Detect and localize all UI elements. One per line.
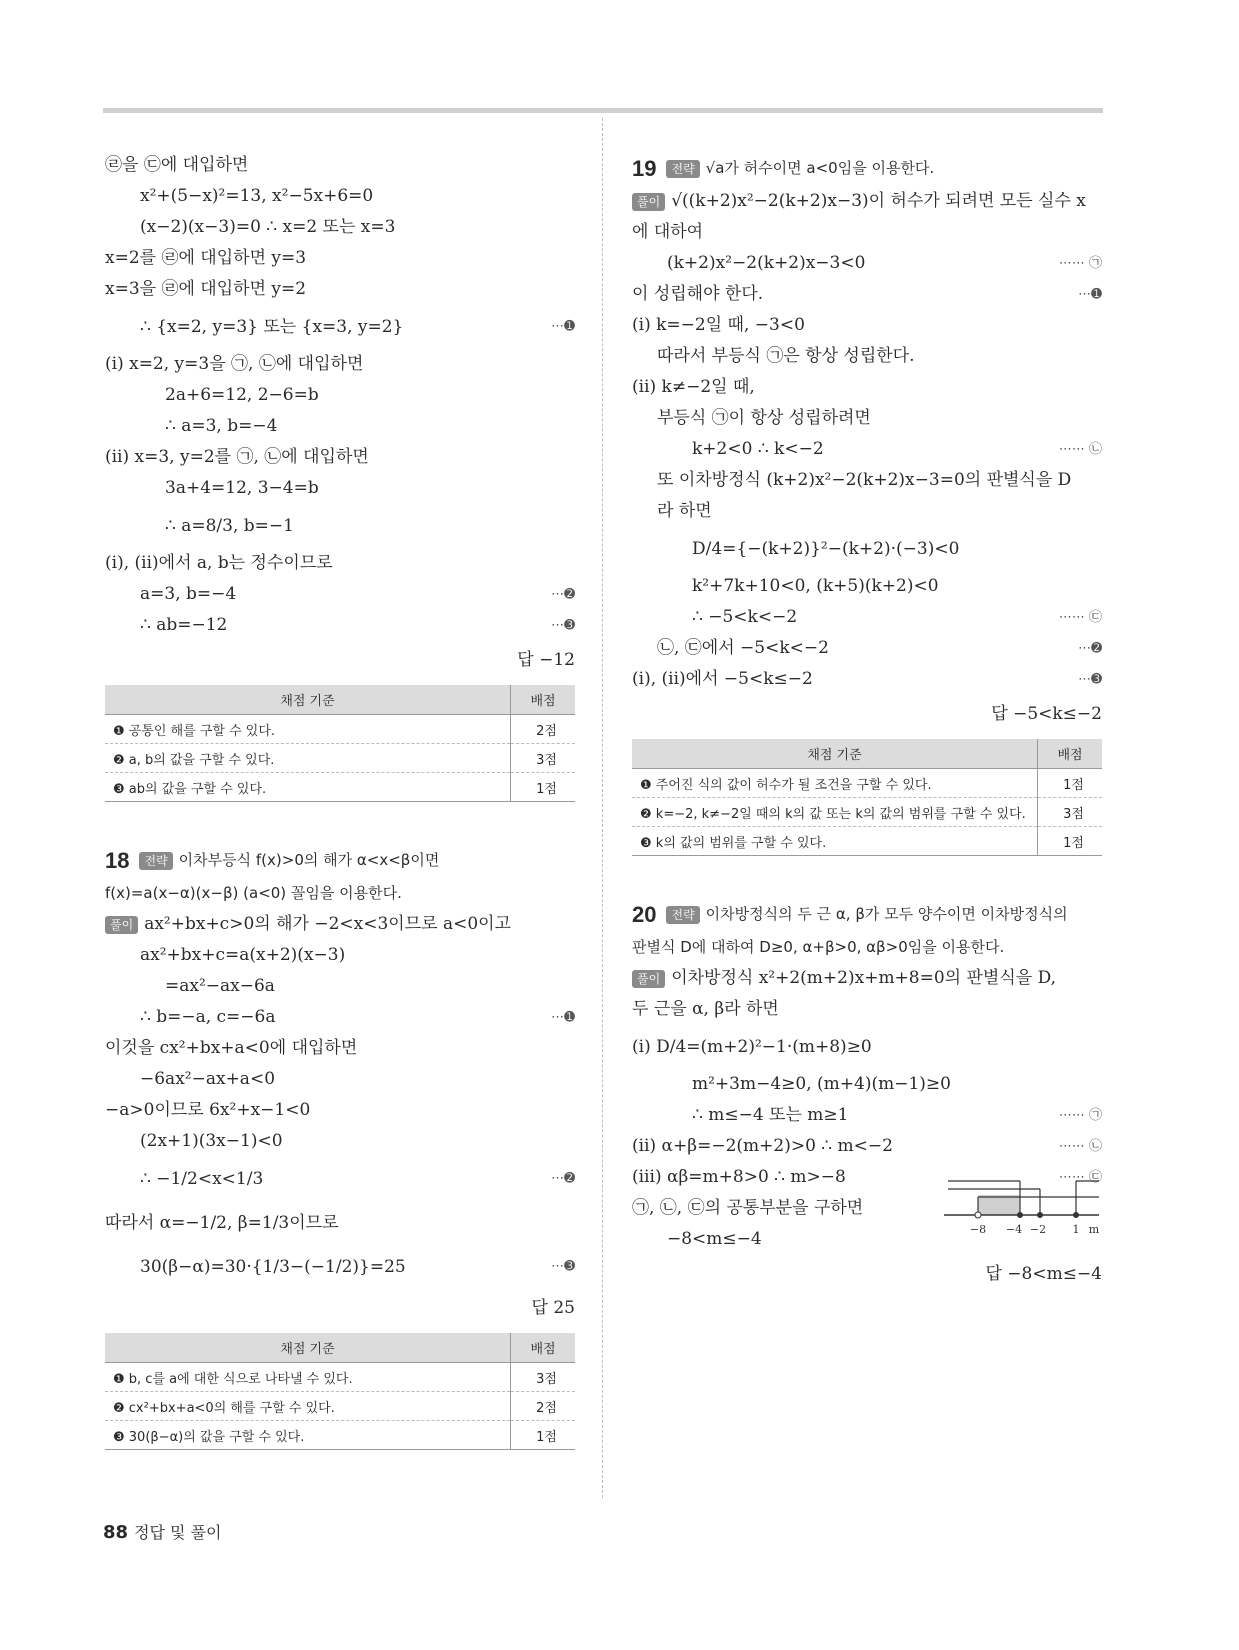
numline-label: −8 (969, 1223, 987, 1236)
solution-line (105, 212, 575, 243)
grading-criterion: ❸ ab의 값을 구할 수 있다. (105, 773, 511, 802)
solution-line (632, 527, 1102, 571)
solution-line (632, 341, 1102, 372)
solution-line (105, 243, 575, 274)
solution-tag: 풀이 (105, 916, 138, 934)
solution-line (632, 1069, 1102, 1100)
solution-line (105, 411, 575, 442)
grading-header: 채점 기준 (105, 685, 511, 715)
number-line-diagram (944, 1173, 1104, 1253)
numline-label: m (1088, 1223, 1100, 1236)
column-divider (602, 118, 603, 1498)
line-text: x=2를 ㉣에 대입하면 y=3 (105, 248, 307, 268)
numline-label: 1 (1072, 1223, 1080, 1236)
grading-table-1 (105, 685, 575, 802)
step-marker: ⋯⋯ ㉠ (1058, 1108, 1102, 1123)
solution-line (632, 186, 1102, 217)
open-point (975, 1212, 981, 1218)
grading-row (632, 769, 1102, 798)
strategy-text: √a가 허수이면 a<0임을 이용한다. (705, 159, 935, 177)
solution-line (105, 1157, 575, 1201)
step-marker: ⋯⋯ ㉠ (1058, 256, 1102, 271)
line-text: √((k+2)x²−2(k+2)x−3)이 허수가 되려면 모든 실수 x (671, 191, 1086, 211)
footer-label: 정답 및 풀이 (134, 1523, 222, 1542)
line-text: 3a+4=12, 3−4=b (165, 478, 319, 498)
strategy-tag: 전략 (666, 906, 699, 924)
solution-line (105, 1002, 575, 1033)
score-header: 배점 (511, 685, 576, 715)
line-text: (ⅰ), (ⅱ)에서 −5<k≤−2 (632, 669, 813, 689)
line-text: 2a+6=12, 2−6=b (165, 385, 319, 405)
line-text: k²+7k+10<0, (k+5)(k+2)<0 (692, 576, 939, 596)
right-column (632, 150, 1102, 1293)
line-text: 이 성립해야 한다. (632, 284, 764, 304)
problem-20-header (632, 896, 1102, 932)
problem-18-solution (105, 909, 575, 1289)
step-marker: ⋯➋ (1078, 641, 1102, 656)
problem-number: 20 (632, 901, 657, 927)
problem-18-header (105, 842, 575, 878)
line-text: −8<m≤−4 (667, 1229, 762, 1249)
solution-line (632, 496, 1102, 527)
line-text: =ax²−ax−6a (165, 976, 275, 996)
solution-line (632, 434, 1102, 465)
step-marker: ⋯➌ (1078, 672, 1102, 687)
line-text: 두 근을 α, β라 하면 (632, 999, 779, 1019)
solution-line (632, 248, 1102, 279)
solution-line (105, 1033, 575, 1064)
point (1037, 1212, 1043, 1218)
grading-criterion: ❶ 주어진 식의 값이 허수가 될 조건을 구할 수 있다. (632, 769, 1038, 798)
line-text: x²+(5−x)²=13, x²−5x+6=0 (140, 186, 374, 206)
line-text: (ⅱ) k≠−2일 때, (632, 377, 755, 397)
grading-header: 채점 기준 (632, 739, 1038, 769)
strategy-tag: 전략 (139, 852, 172, 870)
solution-line (105, 181, 575, 212)
grading-table-2 (105, 1333, 575, 1450)
grading-criterion: ❷ a, b의 값을 구할 수 있다. (105, 744, 511, 773)
point (1073, 1212, 1079, 1218)
line-text: ㉠, ㉡, ㉢의 공통부분을 구하면 (632, 1198, 864, 1218)
solution-line (632, 1025, 1102, 1069)
line-text: 이것을 cx²+bx+a<0에 대입하면 (105, 1038, 358, 1058)
strategy-text: 이차부등식 f(x)>0의 해가 α<x<β이면 (178, 851, 440, 869)
line-text: 따라서 부등식 ㉠은 항상 성립한다. (657, 346, 915, 366)
line-text: 따라서 α=−1/2, β=1/3이므로 (105, 1213, 339, 1233)
line-text: a=3, b=−4 (140, 584, 237, 604)
solution-line (632, 310, 1102, 341)
problem-20-body (632, 963, 1102, 1255)
line-text: (ⅰ), (ⅱ)에서 a, b는 정수이므로 (105, 553, 333, 573)
grading-row (632, 827, 1102, 856)
strategy-tag: 전략 (666, 160, 699, 178)
grading-row (105, 744, 575, 773)
grading-criterion: ❶ b, c를 a에 대한 식으로 나타낼 수 있다. (105, 1363, 511, 1392)
line-text: (2x+1)(3x−1)<0 (140, 1131, 283, 1151)
problem-number: 19 (632, 155, 657, 181)
line-text: (ⅰ) k=−2일 때, −3<0 (632, 315, 805, 335)
problem-number: 18 (105, 847, 130, 873)
grading-criterion: ❶ 공통인 해를 구할 수 있다. (105, 715, 511, 744)
solution-line (105, 548, 575, 579)
solution-line (105, 940, 575, 971)
step-marker: ⋯➊ (551, 319, 575, 334)
solution-line (105, 909, 575, 940)
line-text: (ⅱ) α+β=−2(m+2)>0 ∴ m<−2 (632, 1136, 893, 1156)
solution-line (105, 1126, 575, 1157)
solution-line (105, 579, 575, 610)
solution-line (632, 1131, 1102, 1162)
grading-row (105, 1392, 575, 1421)
line-text: ㉡, ㉢에서 −5<k<−2 (657, 638, 829, 658)
grading-table-3 (632, 739, 1102, 856)
solution-line (632, 217, 1102, 248)
solution-line (105, 150, 575, 181)
numline-label: −4 (1005, 1223, 1023, 1236)
line-text: m²+3m−4≥0, (m+4)(m−1)≥0 (692, 1074, 951, 1094)
line-text: 에 대하여 (632, 222, 704, 242)
solution-line (105, 442, 575, 473)
answer-18: 답 25 (531, 1298, 575, 1318)
line-text: (ⅲ) αβ=m+8>0 ∴ m>−8 (632, 1167, 846, 1187)
shaded-region (978, 1195, 1020, 1215)
line-text: 라 하면 (657, 501, 712, 521)
grading-header: 채점 기준 (105, 1333, 511, 1363)
solution-line (105, 274, 575, 305)
strategy-text: 이차방정식의 두 근 α, β가 모두 양수이면 이차방정식의 (705, 905, 1068, 923)
solution-line (632, 403, 1102, 434)
grading-criterion: ❸ 30(β−α)의 값을 구할 수 있다. (105, 1421, 511, 1450)
solution-line (632, 963, 1102, 994)
line-text: (k+2)x²−2(k+2)x−3<0 (667, 253, 866, 273)
step-marker: ⋯➊ (551, 1010, 575, 1025)
step-marker: ⋯⋯ ㉡ (1058, 1139, 1102, 1154)
solution-tag: 풀이 (632, 970, 665, 988)
solution-line (632, 571, 1102, 602)
solution-line (632, 994, 1102, 1025)
line-text: 부등식 ㉠이 항상 성립하려면 (657, 408, 871, 428)
solution-line (105, 473, 575, 504)
line-text: ∴ −5<k<−2 (692, 607, 798, 627)
step-marker: ⋯➋ (551, 1171, 575, 1186)
problem-20-strategy-cont: 판별식 D에 대하여 D≥0, α+β>0, αβ>0임을 이용한다. (632, 938, 1005, 956)
line-text: D/4={−(k+2)}²−(k+2)·(−3)<0 (692, 539, 960, 559)
line-text: ∴ b=−a, c=−6a (140, 1007, 276, 1027)
grading-criterion: ❷ cx²+bx+a<0의 해를 구할 수 있다. (105, 1392, 511, 1421)
grading-row (632, 798, 1102, 827)
closed-point (1017, 1212, 1023, 1218)
grading-row (105, 715, 575, 744)
solution-line (632, 1100, 1102, 1131)
left-column (105, 150, 575, 1450)
answer-19: 답 −5<k≤−2 (991, 704, 1102, 724)
solution-tag: 풀이 (632, 193, 665, 211)
solution-line (632, 602, 1102, 633)
solution-line (105, 971, 575, 1002)
solution-line (105, 1064, 575, 1095)
grading-score: 2점 (511, 715, 576, 744)
score-header: 배점 (511, 1333, 576, 1363)
answer-17: 답 −12 (517, 650, 575, 670)
solution-line (632, 279, 1102, 310)
line-text: ∴ a=3, b=−4 (165, 416, 278, 436)
solution-line (105, 305, 575, 349)
step-marker: ⋯➌ (551, 618, 575, 633)
line-text: (ⅰ) D/4=(m+2)²−1·(m+8)≥0 (632, 1037, 872, 1057)
score-header: 배점 (1038, 739, 1103, 769)
solution-line (105, 610, 575, 641)
line-text: −a>0이므로 6x²+x−1<0 (105, 1100, 311, 1120)
step-marker: ⋯➊ (1078, 287, 1102, 302)
step-marker: ⋯⋯ ㉡ (1058, 442, 1102, 457)
line-text: x=3을 ㉣에 대입하면 y=2 (105, 279, 307, 299)
grading-score: 3점 (1038, 798, 1103, 827)
problem-19-solution (632, 186, 1102, 695)
page-number: 88 (103, 1522, 129, 1543)
grading-score: 3점 (511, 744, 576, 773)
line-text: ∴ {x=2, y=3} 또는 {x=3, y=2} (140, 317, 404, 337)
solution-line (632, 664, 1102, 695)
solution-line (632, 465, 1102, 496)
line-text: 또 이차방정식 (k+2)x²−2(k+2)x−3=0의 판별식을 D (657, 470, 1072, 490)
grading-score: 3점 (511, 1363, 576, 1392)
line-text: −6ax²−ax+a<0 (140, 1069, 276, 1089)
line-text: ∴ ab=−12 (140, 615, 228, 635)
grading-row (105, 1421, 575, 1450)
solution-line (105, 1095, 575, 1126)
problem-18-strategy-cont: f(x)=a(x−α)(x−β) (a<0) 꼴임을 이용한다. (105, 884, 402, 902)
answer-20: 답 −8<m≤−4 (985, 1264, 1102, 1284)
left-solution-lines (105, 150, 575, 641)
line-text: (ⅱ) x=3, y=2를 ㉠, ㉡에 대입하면 (105, 447, 369, 467)
step-marker: ⋯➋ (551, 587, 575, 602)
grading-score: 1점 (511, 773, 576, 802)
line-text: 이차방정식 x²+2(m+2)x+m+8=0의 판별식을 D, (671, 968, 1057, 988)
page-footer (103, 1520, 222, 1543)
step-marker: ⋯⋯ ㉢ (1058, 610, 1102, 625)
line-text: ∴ a=8/3, b=−1 (165, 516, 294, 536)
line-text: (x−2)(x−3)=0 ∴ x=2 또는 x=3 (140, 217, 396, 237)
grading-score: 1점 (1038, 827, 1103, 856)
line-text: (ⅰ) x=2, y=3을 ㉠, ㉡에 대입하면 (105, 354, 364, 374)
solution-line (105, 504, 575, 548)
line-text: k+2<0 ∴ k<−2 (692, 439, 824, 459)
numline-label: −2 (1029, 1223, 1047, 1236)
line-text: 30(β−α)=30·{1/3−(−1/2)}=25 (140, 1257, 406, 1277)
line-text: ∴ −1/2<x<1/3 (140, 1169, 264, 1189)
solution-line (105, 349, 575, 380)
grading-score: 2점 (511, 1392, 576, 1421)
solution-line (105, 1201, 575, 1245)
line-text: ㉣을 ㉢에 대입하면 (105, 155, 249, 175)
line-text: ax²+bx+c>0의 해가 −2<x<3이므로 a<0이고 (144, 914, 511, 934)
solution-line (632, 633, 1102, 664)
solution-line (105, 380, 575, 411)
line-text: ax²+bx+c=a(x+2)(x−3) (140, 945, 346, 965)
solution-line (105, 1245, 575, 1289)
grading-score: 1점 (1038, 769, 1103, 798)
top-rule (103, 108, 1103, 113)
solution-line (632, 372, 1102, 403)
grading-score: 1점 (511, 1421, 576, 1450)
step-marker: ⋯⋯ ㉢ (1058, 1170, 1102, 1185)
problem-19-header (632, 150, 1102, 186)
grading-criterion: ❷ k=−2, k≠−2일 때의 k의 값 또는 k의 값의 범위를 구할 수 있다. (632, 798, 1038, 827)
grading-criterion: ❸ k의 값의 범위를 구할 수 있다. (632, 827, 1038, 856)
grading-row (105, 1363, 575, 1392)
grading-row (105, 773, 575, 802)
step-marker: ⋯➌ (551, 1259, 575, 1274)
line-text: ∴ m≤−4 또는 m≥1 (692, 1105, 849, 1125)
